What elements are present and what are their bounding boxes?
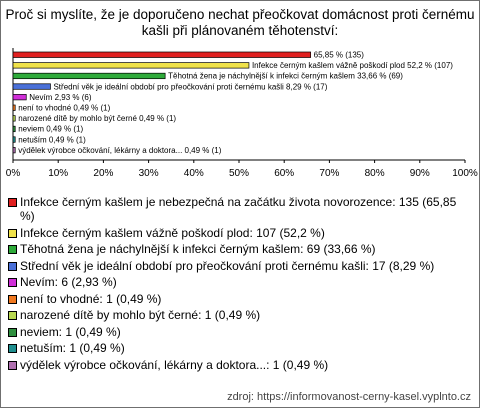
legend-label: Infekce černým kašlem je nebezpečná na začátku života novorozence: 135 (65,85 %): [20, 195, 457, 223]
bar: [13, 147, 15, 153]
legend-item: [8, 259, 474, 273]
x-tick-label: 0%: [5, 168, 21, 179]
x-tick-label: 100%: [452, 168, 478, 179]
legend-label: neviem: 1 (0,49 %): [20, 324, 121, 339]
legend-label: Nevím: 6 (2,93 %): [20, 275, 117, 289]
legend-label: narozené dítě by mohlo být černé: 1 (0,49 %): [20, 308, 261, 322]
bar-label: Nevím 2,93 % (6): [29, 92, 92, 102]
legend-item: [8, 292, 474, 306]
bar: [13, 116, 15, 122]
legend-label: Střední věk je ideální období pro přeočkování proti černému kašli: 17 (8,29 %): [20, 258, 435, 273]
x-tick-label: 10%: [48, 168, 69, 179]
bar: [13, 84, 50, 90]
legend-item: [8, 242, 474, 256]
bar-label: Střední věk je ideální období pro přeočkování proti černému kašli 8,29 % (17): [53, 82, 328, 92]
legend-label: není to vhodné: 1 (0,49 %): [20, 291, 162, 306]
legend-swatch: [8, 295, 17, 304]
x-tick-label: 50%: [228, 168, 250, 179]
bar-label: výdělek výrobce očkování, lékárny a doktora... 0,49 % (1): [18, 145, 222, 155]
x-tick-label: 30%: [138, 168, 159, 179]
x-tick-label: 20%: [93, 168, 114, 179]
bar-label: netuším 0,49 % (1): [18, 135, 86, 145]
bar-plot: [1, 1, 479, 193]
legend-label: Těhotná žena je náchylnější k infekci černým kašlem: 69 (33,66 %): [20, 242, 376, 256]
bar: [13, 73, 165, 79]
legend-label: netuším: 1 (0,49 %): [20, 341, 125, 355]
legend-item: [8, 226, 474, 240]
bar-label: Infekce černým kašlem vážně poškodí plod 52,2 % (107): [251, 61, 453, 71]
bar-label: není to vhodné 0,49 % (1): [18, 103, 111, 113]
x-tick-label: 70%: [319, 168, 340, 179]
x-tick-label: 80%: [364, 168, 385, 179]
x-tick-label: 90%: [409, 168, 430, 179]
chart-legend: [8, 195, 474, 374]
legend-swatch: [8, 328, 17, 337]
bar-label: narozené dítě by mohlo být černé 0,49 % (1): [18, 114, 177, 124]
bar-label: Těhotná žena je náchylnější k infekci černým kašlem 33,66 % (69): [168, 71, 403, 81]
bar: [13, 63, 249, 69]
legend-swatch: [8, 278, 17, 287]
legend-swatch: [8, 344, 17, 353]
chart-title: Proč si myslíte, že je doporučeno nechat přeočkovat domácnost proti černému kašli při plánovaném těhotenství:: [5, 7, 475, 38]
legend-swatch: [8, 361, 17, 370]
legend-swatch: [8, 262, 17, 271]
legend-swatch: [8, 198, 17, 207]
bar: [13, 94, 26, 100]
legend-item: [8, 195, 474, 223]
bar: [13, 137, 15, 143]
bar: [13, 126, 15, 132]
x-tick-label: 60%: [274, 168, 295, 179]
source-note: zdroj: https://informovanost-cerny-kasel.vyplnto.cz: [227, 391, 471, 403]
bar: [13, 105, 15, 111]
legend-item: [8, 341, 474, 355]
legend-swatch: [8, 311, 17, 320]
x-tick-label: 40%: [183, 168, 204, 179]
bar: [13, 52, 311, 58]
legend-item: [8, 325, 474, 339]
legend-swatch: [8, 245, 17, 254]
legend-item: [8, 358, 474, 372]
bar-label: 65,85 % (135): [313, 50, 364, 60]
legend-label: Infekce černým kašlem vážně poškodí plod: 107 (52,2 %): [20, 225, 325, 240]
legend-swatch: [8, 229, 17, 238]
bar-label: neviem 0,49 % (1): [18, 124, 84, 134]
legend-item: [8, 308, 474, 322]
legend-label: výdělek výrobce očkování, lékárny a doktora...: 1 (0,49 %): [20, 357, 329, 372]
legend-item: [8, 275, 474, 289]
